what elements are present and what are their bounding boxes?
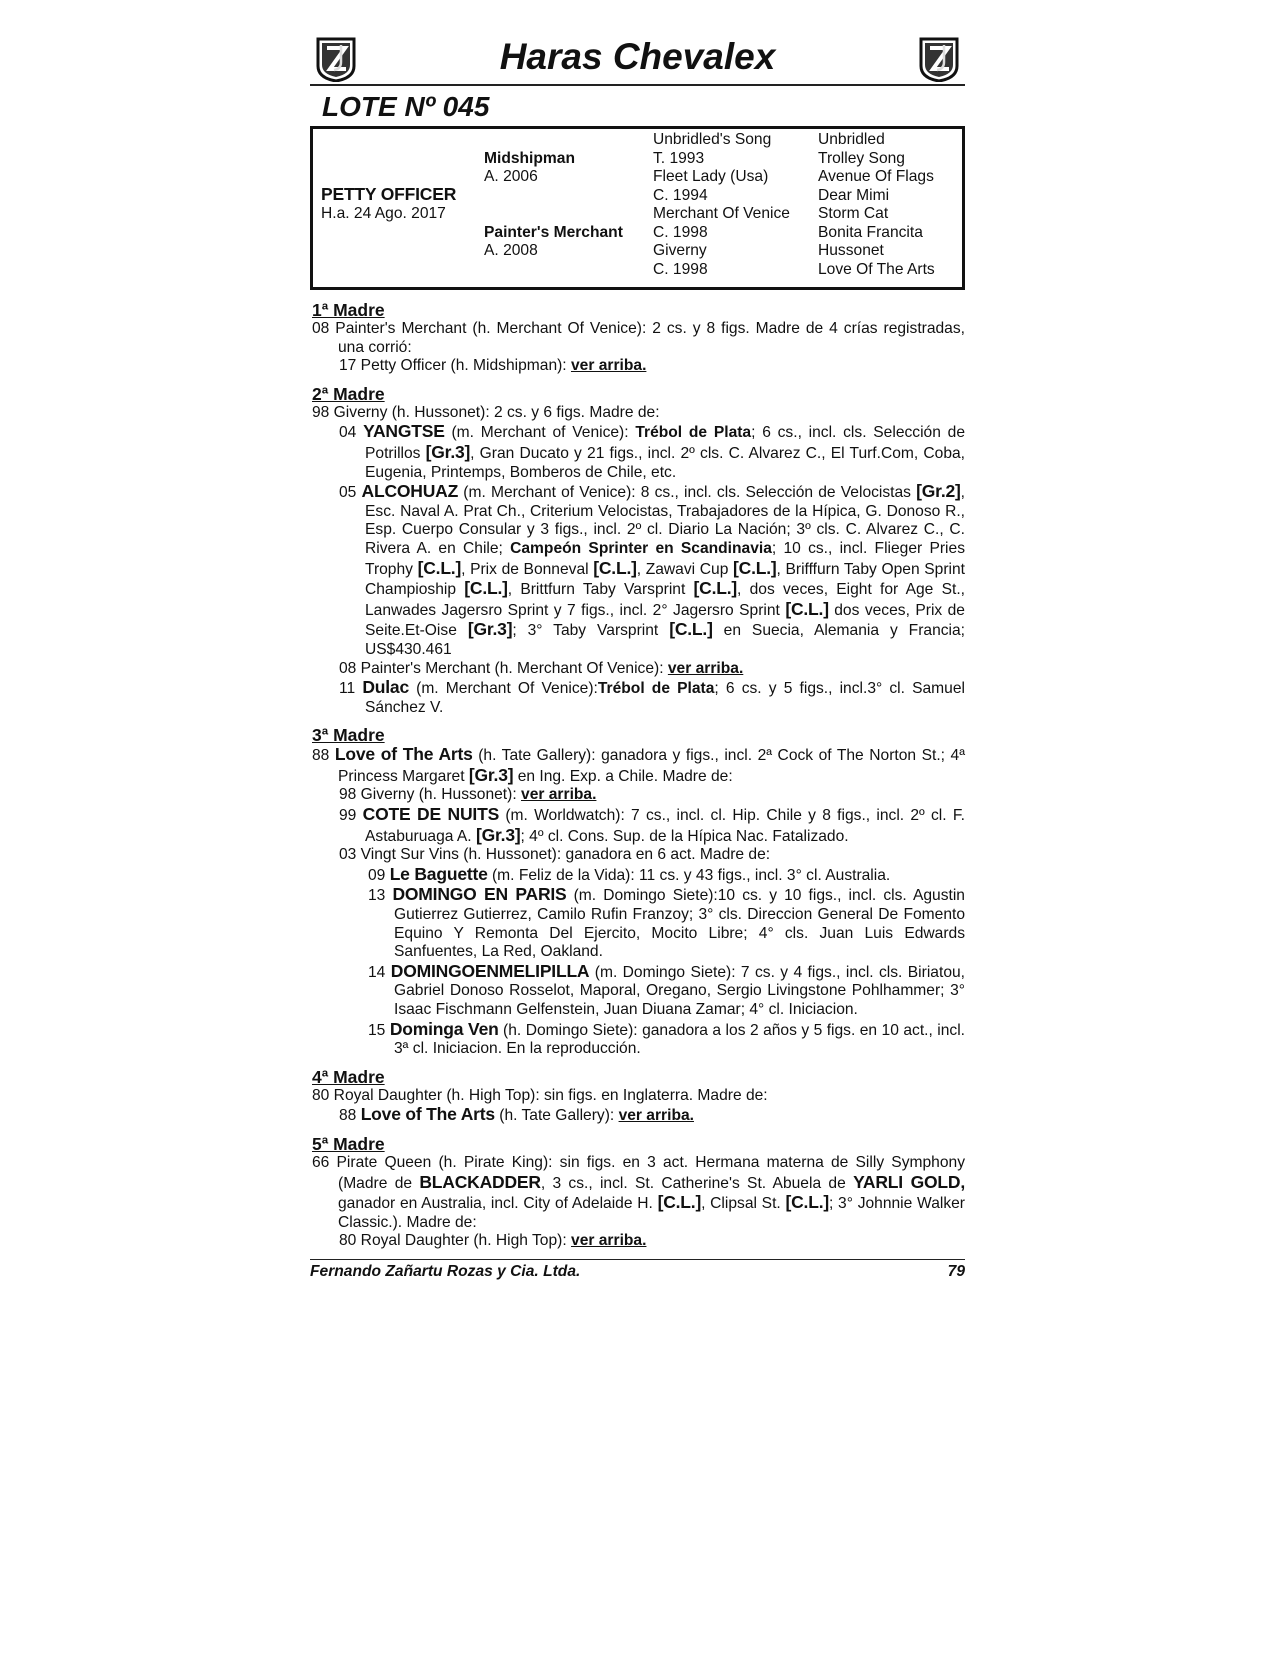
see-above-link[interactable]: ver arriba.	[571, 1232, 647, 1250]
pedigree-cell: Trolley Song	[818, 149, 905, 167]
pedigree-cell: C. 1998	[653, 260, 708, 278]
pedigree-cell: T. 1993	[653, 149, 705, 167]
family-entry: 99 COTE DE NUITS (m. Worldwatch): 7 cs., incl. cl. Hip. Chile y 8 figs., incl. 2º cl. F. Astaburuaga A. [Gr.3]; 4º cl. Cons. Sup. de la Hípica Nac. Fatalizado.	[339, 804, 966, 845]
page-title: Haras Chevalex	[499, 36, 776, 77]
section-title-4a-madre: 4ª Madre	[312, 1066, 385, 1087]
family-entry: 09 Le Baguette (m. Feliz de la Vida): 11 cs. y 43 figs., incl. 3° cl. Australia.	[368, 863, 891, 884]
sire-info: A. 2006	[484, 168, 538, 185]
page-number: 79	[947, 1262, 965, 1280]
section-title-5a-madre: 5ª Madre	[312, 1133, 385, 1154]
pedigree-cell: Merchant Of Venice	[653, 205, 790, 222]
section-title-3a-madre: 3ª Madre	[312, 725, 385, 746]
pedigree-cell: Storm Cat	[818, 205, 889, 222]
family-entry: 80 Royal Daughter (h. High Top): ver arriba.	[339, 1232, 647, 1250]
pedigree-cell: C. 1998	[653, 223, 708, 241]
family-entry: 98 Giverny (h. Hussonet): 2 cs. y 6 figs. Madre de:	[312, 403, 660, 421]
section-title-2a-madre: 2ª Madre	[312, 383, 385, 404]
family-entry: 80 Royal Daughter (h. High Top): sin figs. en Inglaterra. Madre de:	[312, 1086, 768, 1104]
pedigree-cell: Dear Mimi	[818, 186, 890, 204]
family-entry: 14 DOMINGOENMELIPILLA (m. Domingo Siete): 7 cs. y 4 figs., incl. cls. Biriatou, Gabriel Donoso Rosselot, Maporal, Oregano, Sergio Livingstone Pohlhammer; 3° Isaac Fischmann Gelfenstein, Juan Diuana Zamar; 4° cl. Iniciacion.	[368, 960, 965, 1018]
family-entry: 11 Dulac (m. Merchant Of Venice):Trébol de Plata; 6 cs. y 5 figs., incl.3° cl. Samuel Sánchez V.	[339, 677, 965, 716]
family-entry: 08 Painter's Merchant (h. Merchant Of Venice): 2 cs. y 8 figs. Madre de 4 crías registradas, una corrió:	[312, 320, 965, 356]
family-entry: 03 Vingt Sur Vins (h. Hussonet): ganadora en 6 act. Madre de:	[339, 846, 771, 864]
page-header	[310, 32, 965, 86]
family-entry: 15 Dominga Ven (h. Domingo Siete): ganadora a los 2 años y 5 figs. en 10 act., incl. 3ª cl. Iniciacion. En la reproducción.	[368, 1018, 966, 1058]
section-title-1a-madre: 1ª Madre	[312, 300, 385, 320]
pedigree-cell: Love Of The Arts	[818, 260, 935, 278]
pedigree-cell: Bonita Francita	[818, 223, 923, 241]
pedigree-cell: Fleet Lady (Usa)	[653, 168, 769, 185]
pedigree-cell: C. 1994	[653, 186, 708, 204]
family-entry: 66 Pirate Queen (h. Pirate King): sin figs. en 3 act. Hermana materna de Silly Symphony (Madre de BLACKADDER, 3 cs., incl. St. Catherine's St. Abuela de YARLI GOLD, ganador en Australia, incl. City of Adelaide H. [C.L.], Clipsal St. [C.L.]; 3° Johnnie Walker Classic.). Madre de:	[312, 1153, 965, 1231]
pedigree-table	[310, 126, 965, 290]
sire-name: Midshipman	[484, 149, 575, 167]
family-entry: 88 Love of The Arts (h. Tate Gallery): ganadora y figs., incl. 2ª Cock of The Norton St.; 4ª Princess Margaret [Gr.3] en Ing. Exp. a Chile. Madre de:	[312, 744, 965, 785]
pedigree-cell: Unbridled's Song	[653, 131, 772, 148]
catalog-page	[310, 32, 965, 1282]
page-footer	[310, 1259, 965, 1282]
footer-company: Fernando Zañartu Rozas y Cia. Ltda.	[310, 1262, 581, 1280]
see-above-link[interactable]: ver arriba.	[521, 786, 597, 804]
pedigree-cell: Avenue Of Flags	[818, 168, 934, 185]
family-entry: 17 Petty Officer (h. Midshipman): ver arriba.	[339, 357, 647, 375]
family-entry: 05 ALCOHUAZ (m. Merchant of Venice): 8 cs., incl. cls. Selección de Velocistas [Gr.2], Esc. Naval A. Prat Ch., Criterium Velocistas, Trabajadores de la Hípica, G. Donoso R., Esp. Cuerpo Consular y 3 figs., incl. 2º cl. Diario La Nación; 3º cls. C. Alvarez C., C. Rivera A. en Chile; Campeón Sprinter en Scandinavia; 10 cs., incl. Flieger Pries Trophy [C.L.], Prix de Bonneval [C.L.], Zawavi Cup [C.L.], Brifffurn Taby Open Sprint Champioship [C.L.], Brittfurn Taby Varsprint [C.L.], dos veces, Eight for Age St., Lanwades Jagersro Sprint y 7 figs., incl. 2° Jagersro Sprint [C.L.] dos veces, Prix de Seite.Et-Oise [Gr.3]; 3° Taby Varsprint [C.L.] en Suecia, Alemania y Francia; US$430.461	[339, 481, 966, 658]
see-above-link[interactable]: ver arriba.	[618, 1107, 694, 1125]
lot-number: LOTE Nº 045	[322, 91, 490, 122]
see-above-link[interactable]: ver arriba.	[570, 357, 647, 375]
dam-info: A. 2008	[484, 242, 538, 259]
dam-name: Painter's Merchant	[484, 223, 623, 241]
horse-name: PETTY OFFICER	[321, 184, 457, 204]
family-entry: 13 DOMINGO EN PARIS (m. Domingo Siete):10 cs. y 10 figs., incl. cls. Agustin Gutierrez Gutierrez, Camilo Rufin Franzoy; 3° cls. Direccion General De Fomento Equino Y Remonta Del Ejercito, Mocito Libre; 4° cls. Juan Luis Edwards Sanfuentes, La Red, Oakland.	[368, 884, 965, 961]
family-entry: 04 YANGTSE (m. Merchant of Venice): Trébol de Plata; 6 cs., incl. cls. Selección de Potrillos [Gr.3], Gran Ducato y 21 figs., incl. 2º cls. C. Alvarez C., El Turf.Com, Coba, Eugenia, Printemps, Bomberos de Chile, etc.	[339, 421, 966, 481]
family-entry: 98 Giverny (h. Hussonet): ver arriba.	[339, 786, 597, 804]
family-entry: 08 Painter's Merchant (h. Merchant Of Venice): ver arriba.	[339, 659, 744, 677]
pedigree-cell: Giverny	[653, 242, 707, 259]
pedigree-cell: Hussonet	[818, 242, 884, 259]
zanartu-logo-icon	[917, 36, 961, 82]
pedigree-cell: Unbridled	[818, 131, 885, 148]
family-entry: 88 Love of The Arts (h. Tate Gallery): ver arriba.	[339, 1104, 694, 1125]
see-above-link[interactable]: ver arriba.	[667, 659, 744, 677]
horse-info: H.a. 24 Ago. 2017	[321, 205, 446, 222]
